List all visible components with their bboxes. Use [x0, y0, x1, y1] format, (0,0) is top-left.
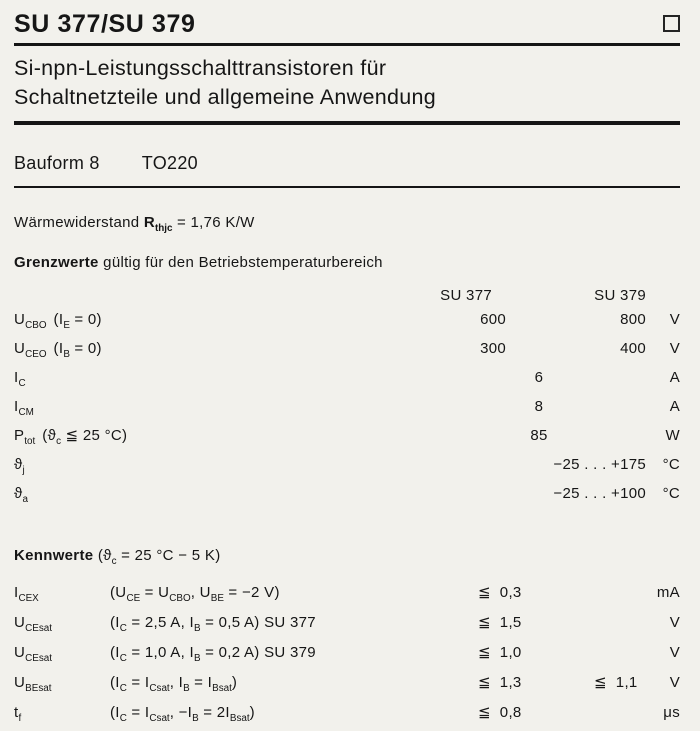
value-su379: 400: [620, 340, 646, 357]
limit-value: ≦ 1,5: [478, 614, 522, 631]
param-condition: ($I_C = 1,0$ A, $I_B = 0,2$ A) SU 379: [110, 644, 316, 664]
param-symbol: $P_{tot}$: [14, 427, 36, 447]
limit-value: ≦ 0,3: [478, 584, 522, 601]
unit-label: mA: [656, 584, 680, 601]
kennwerte-heading: Kennwerte ($ϑ_c = 25$ °C − 5 K): [14, 547, 221, 567]
value-both-types: 8: [534, 398, 544, 415]
param-condition: ($I_C = I_{Csat}$, $I_B = I_{Bsat}$): [110, 674, 238, 694]
table-row: [14, 611, 680, 641]
param-symbol: $ϑ_a$: [14, 485, 29, 505]
limit-value: ≦ 1,0: [478, 644, 522, 661]
param-symbol: $U_{CEO}$: [14, 340, 47, 360]
title-bar: [14, 10, 680, 46]
unit-label: °C: [662, 485, 680, 502]
param-symbol: $I_C$: [14, 369, 26, 389]
unit-label: °C: [662, 456, 680, 473]
unit-label: μs: [663, 704, 680, 721]
column-header-row: [14, 284, 680, 308]
limit-value-su379: ≦ 1,1: [594, 674, 638, 691]
table-row: [14, 395, 680, 424]
unit-label: V: [669, 614, 680, 631]
bauform-label: Bauform 8: [14, 153, 100, 173]
value-su377: 600: [480, 311, 506, 328]
kennwerte-table: [14, 581, 680, 731]
param-symbol: $I_{CM}$: [14, 398, 34, 418]
unit-label: V: [669, 311, 680, 328]
grenzwerte-table: [14, 284, 680, 511]
param-condition: ($I_C = 2,5$ A, $I_B = 0,5$ A) SU 377: [110, 614, 316, 634]
param-symbol: $ϑ_j$: [14, 456, 25, 476]
param-symbol: $I_{CEX}$: [14, 584, 39, 604]
unit-label: W: [665, 427, 680, 444]
bauform-line: [14, 153, 680, 188]
unit-label: V: [669, 644, 680, 661]
param-symbol: $U_{CBO}$: [14, 311, 47, 331]
param-condition: $(I_B = 0)$: [53, 340, 102, 360]
grenzwerte-heading: Grenzwerte gültig für den Betriebstemperaturbereich: [14, 254, 383, 271]
limit-value-su379: [562, 641, 650, 671]
subtitle-line-1: Si-npn-Leistungsschalttransistoren für: [14, 56, 387, 80]
table-row: [14, 701, 680, 731]
package-name: TO220: [141, 153, 198, 173]
table-row: [14, 671, 680, 701]
page-title: SU 377/SU 379: [14, 10, 196, 38]
table-row: [14, 453, 680, 482]
subtitle: [14, 54, 680, 125]
param-symbol: $U_{CEsat}$: [14, 614, 53, 634]
unit-label: V: [669, 340, 680, 357]
param-condition: $(I_E = 0)$: [53, 311, 102, 331]
param-condition: ($ϑ_c$ ≦ 25 °C): [42, 427, 128, 447]
unit-label: V: [669, 674, 680, 691]
param-symbol: $U_{BEsat}$: [14, 674, 52, 694]
subtitle-line-2: Schaltnetzteile und allgemeine Anwendung: [14, 85, 436, 109]
value-both-types: 6: [534, 369, 544, 386]
table-row: [14, 581, 680, 611]
value-su377: 300: [480, 340, 506, 357]
param-symbol: $t_f$: [14, 704, 22, 724]
column-header-su379: SU 379: [594, 287, 646, 304]
corner-mark-icon: [663, 15, 680, 32]
unit-label: A: [669, 398, 680, 415]
column-header-su377: SU 377: [440, 287, 492, 304]
table-row: [14, 482, 680, 511]
table-row: [14, 366, 680, 395]
limit-value-su379: [562, 611, 650, 641]
limit-value: ≦ 0,8: [478, 704, 522, 721]
limit-value-su379: [562, 701, 650, 731]
limit-value: ≦ 1,3: [478, 674, 522, 691]
param-condition: ($U_{CE} = U_{CBO}$, $U_{BE} = -2$ V): [110, 584, 280, 604]
unit-label: A: [669, 369, 680, 386]
value-range: −25 . . . +175: [553, 456, 646, 473]
thermal-resistance-line: Wärmewiderstand $R_{thjc} = 1,76$ K/W: [14, 214, 255, 234]
table-row: [14, 424, 680, 453]
param-condition: ($I_C = I_{Csat}$, $-I_B = 2I_{Bsat}$): [110, 704, 255, 724]
value-both-types: 85: [530, 427, 548, 444]
table-row: [14, 337, 680, 366]
table-row: [14, 308, 680, 337]
table-row: [14, 641, 680, 671]
limit-value-su379: [562, 581, 650, 611]
param-symbol: $U_{CEsat}$: [14, 644, 53, 664]
value-range: −25 . . . +100: [553, 485, 646, 502]
value-su379: 800: [620, 311, 646, 328]
